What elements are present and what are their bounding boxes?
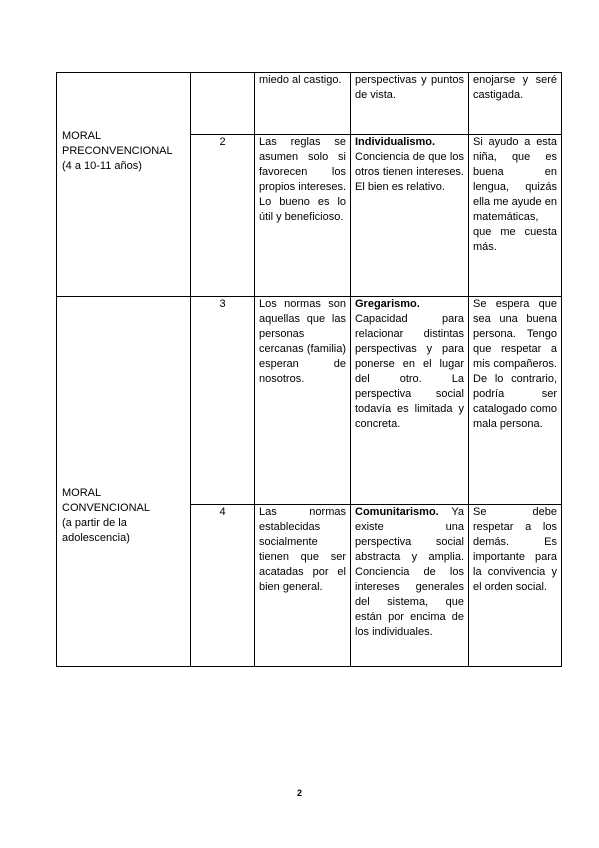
social-perspective: [351, 135, 469, 297]
level-cell-convencional: [57, 297, 191, 667]
stage-description: [255, 297, 351, 505]
level-age: (4 a 10-11 años): [62, 160, 142, 172]
description-text: Las reglas se asumen solo si favorecen los propios intereses. Lo bueno es lo útil y beneficioso.: [259, 136, 346, 223]
description-text: Los normas son aquellas que las personas cercanas (familia) esperan de nosotros.: [259, 298, 346, 385]
perspective-text: Ya existe una perspectiva social abstracta y amplia. Conciencia de los intereses generales del sistema, que están por encima de los individuales.: [355, 506, 464, 638]
example: [469, 297, 562, 505]
example: [469, 73, 562, 135]
social-perspective: [351, 73, 469, 135]
page-number: 2: [296, 788, 302, 798]
social-perspective: [351, 297, 469, 505]
stage-number: [191, 73, 255, 135]
table-row: [57, 73, 562, 135]
example-text: Se espera que sea una buena persona. Tengo que respetar a mis compañeros. De lo contrario, podría ser catalogado como mala persona.: [473, 298, 557, 430]
example: [469, 135, 562, 297]
stage-description: [255, 135, 351, 297]
stage-description: [255, 505, 351, 667]
perspective-title: Individualismo.: [355, 136, 436, 148]
level-title: MORAL CONVENCIONAL: [62, 487, 151, 514]
perspective-text: Conciencia de que los otros tienen intereses. El bien es relativo.: [355, 151, 464, 193]
level-title: MORAL PRECONVENCIONAL: [62, 130, 173, 157]
table-row: [57, 297, 562, 505]
perspective-text: perspectivas y puntos de vista.: [355, 74, 464, 101]
stage-description: [255, 73, 351, 135]
example: [469, 505, 562, 667]
stage-number: 3: [191, 297, 255, 505]
perspective-title: Gregarismo.: [355, 298, 420, 310]
level-age: (a partir de la adolescencia): [62, 517, 130, 544]
perspective-title: Comunitarismo.: [355, 506, 439, 518]
example-text: Si ayudo a esta niña, que es buena en lengua, quizás ella me ayude en matemáticas, que me cuesta más.: [473, 136, 557, 253]
stage-number: 4: [191, 505, 255, 667]
moral-development-table: [56, 72, 562, 667]
perspective-text: Capacidad para relacionar distintas perspectivas y para ponerse en el lugar del otro. La perspectiva social todavía es limitada y concreta.: [355, 313, 464, 430]
social-perspective: [351, 505, 469, 667]
stage-number: 2: [191, 135, 255, 297]
example-text: enojarse y seré castigada.: [473, 74, 557, 101]
example-text: Se debe respetar a los demás. Es importante para la convivencia y el orden social.: [473, 506, 557, 593]
level-cell-preconvencional: [57, 73, 191, 297]
description-text: miedo al castigo.: [259, 74, 342, 86]
description-text: Las normas establecidas socialmente tienen que ser acatadas por el bien general.: [259, 506, 346, 593]
